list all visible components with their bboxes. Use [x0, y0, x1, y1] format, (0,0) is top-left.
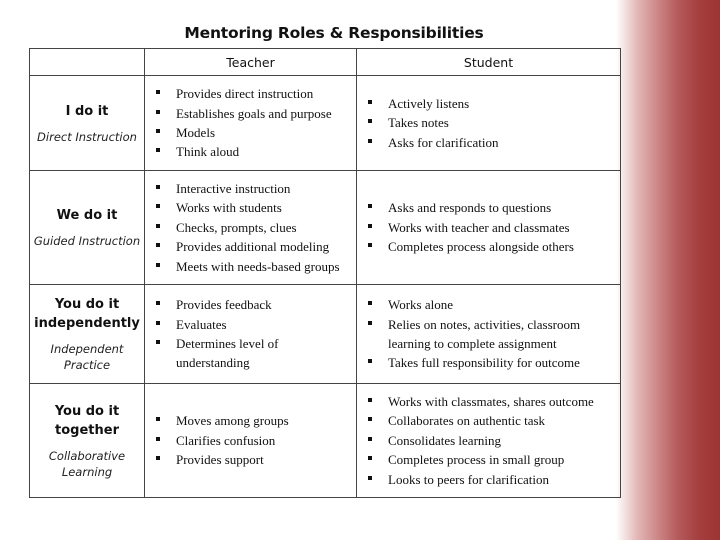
stage-subtitle: Collaborative Learning: [48, 448, 126, 479]
row-header-cell: [30, 171, 145, 285]
page-title: Mentoring Roles & Responsibilities: [184, 24, 484, 42]
student-list: [357, 295, 620, 373]
list-item: Provides additional modeling: [154, 237, 352, 256]
student-cell: [357, 384, 621, 498]
list-item: Consolidates learning: [366, 431, 616, 450]
list-item: Completes process in small group: [366, 450, 616, 469]
teacher-cell: [145, 285, 357, 384]
stage-name: You do it together: [54, 403, 120, 438]
row-header-cell: [30, 285, 145, 384]
header-student: Student: [357, 49, 621, 76]
list-item: Determines level of understanding: [154, 334, 352, 373]
student-list: [357, 392, 620, 489]
student-cell: [357, 76, 621, 171]
row-header-cell: [30, 384, 145, 498]
list-item: Actively listens: [366, 94, 616, 113]
table-row: [30, 285, 621, 384]
roles-table: [29, 48, 621, 498]
teacher-list: [145, 179, 356, 276]
stage-subtitle: Guided Instruction: [33, 234, 141, 248]
stage-name: You do it independently: [34, 297, 140, 331]
teacher-cell: [145, 384, 357, 498]
list-item: Clarifies confusion: [154, 431, 352, 450]
decorative-side-band: [616, 0, 720, 540]
list-item: Works with teacher and classmates: [366, 218, 616, 237]
teacher-list: [145, 295, 356, 373]
list-item: Checks, prompts, clues: [154, 218, 352, 237]
table-row: [30, 76, 621, 171]
table-row: [30, 171, 621, 285]
list-item: Provides feedback: [154, 295, 352, 314]
student-list: [357, 198, 620, 256]
list-item: Models: [154, 123, 352, 142]
teacher-list: [145, 84, 356, 162]
list-item: Provides direct instruction: [154, 84, 352, 103]
stage-name: We do it: [56, 208, 118, 223]
list-item: Moves among groups: [154, 411, 352, 430]
list-item: Interactive instruction: [154, 179, 352, 198]
list-item: Establishes goals and purpose: [154, 104, 352, 123]
list-item: Relies on notes, activities, classroom learning to complete assignment: [366, 315, 616, 354]
list-item: Collaborates on authentic task: [366, 411, 616, 430]
list-item: Takes notes: [366, 113, 616, 132]
header-teacher: Teacher: [145, 49, 357, 76]
table-row: [30, 384, 621, 498]
list-item: Meets with needs-based groups: [154, 257, 352, 276]
list-item: Works alone: [366, 295, 616, 314]
list-item: Think aloud: [154, 142, 352, 161]
list-item: Works with classmates, shares outcome: [366, 392, 616, 411]
list-item: Works with students: [154, 198, 352, 217]
teacher-cell: [145, 76, 357, 171]
list-item: Completes process alongside others: [366, 237, 616, 256]
student-list: [357, 94, 620, 152]
table-header-row: [30, 49, 621, 76]
list-item: Looks to peers for clarification: [366, 470, 616, 489]
teacher-cell: [145, 171, 357, 285]
student-cell: [357, 171, 621, 285]
teacher-list: [145, 411, 356, 469]
stage-subtitle: Independent Practice: [50, 342, 124, 372]
row-header-cell: [30, 76, 145, 171]
student-cell: [357, 285, 621, 384]
list-item: Asks for clarification: [366, 133, 616, 152]
list-item: Asks and responds to questions: [366, 198, 616, 217]
list-item: Takes full responsibility for outcome: [366, 353, 616, 372]
header-blank: [30, 49, 145, 76]
stage-subtitle: Direct Instruction: [37, 129, 137, 144]
list-item: Provides support: [154, 450, 352, 469]
list-item: Evaluates: [154, 315, 352, 334]
stage-name: I do it: [65, 103, 109, 119]
